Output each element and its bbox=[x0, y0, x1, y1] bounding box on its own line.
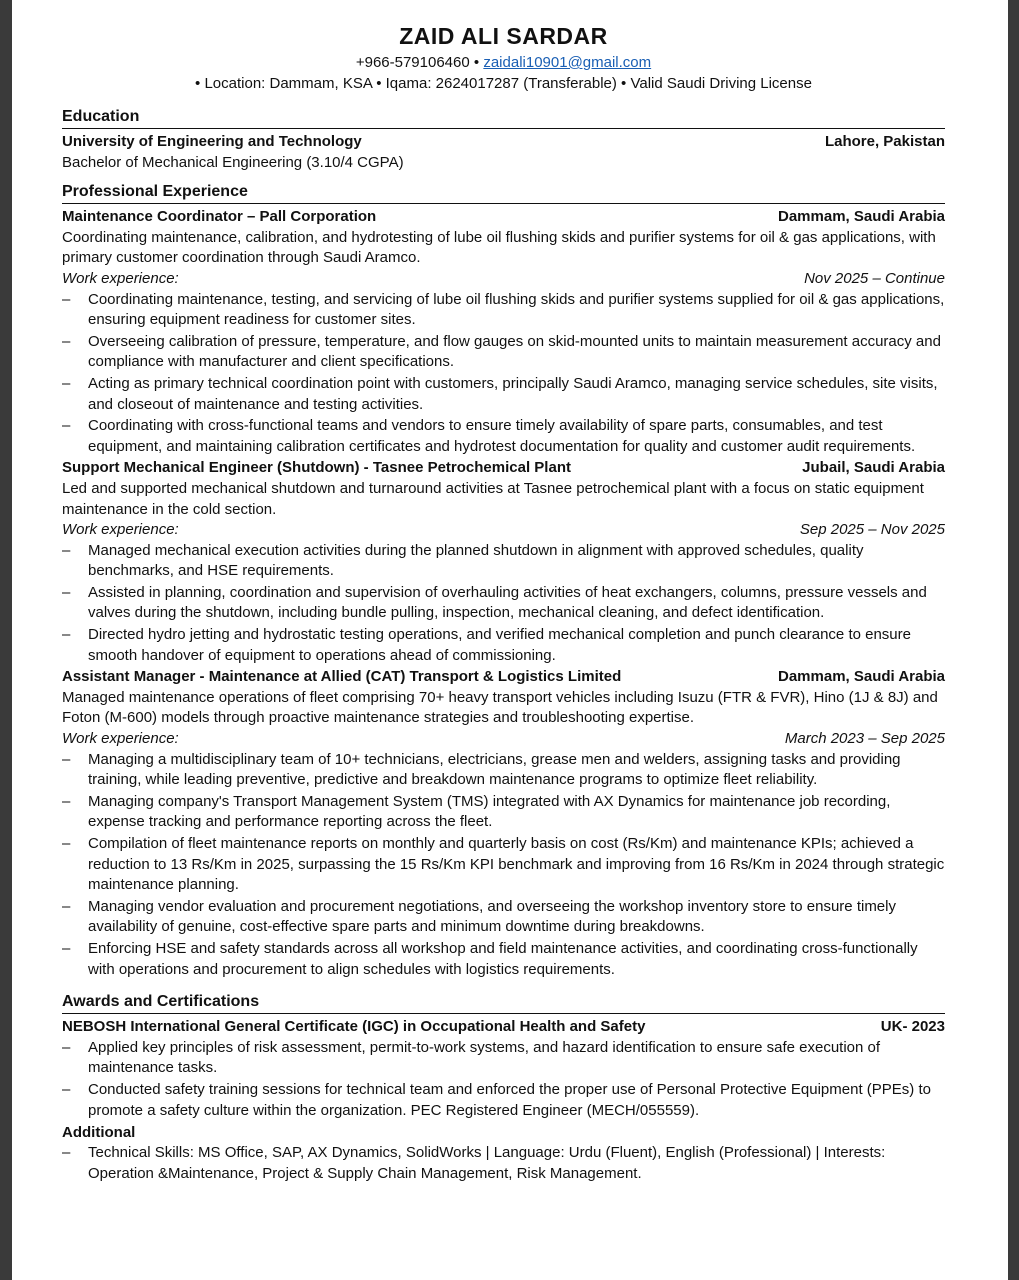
contact-line bbox=[62, 52, 945, 73]
bullet-text: Coordinating with cross-functional teams and vendors to ensure timely availability of spare parts, consumables, and test equipment, and maintaining calibration certificates and hydrotest documentation for quality and customer audit requirements. bbox=[88, 417, 916, 455]
bullet-dash: – bbox=[62, 541, 71, 559]
info-line: • Location: Dammam, KSA • Iqama: 2624017287 (Transferable) • Valid Saudi Driving License bbox=[195, 75, 812, 92]
list-item bbox=[62, 290, 945, 331]
job-header bbox=[62, 207, 945, 228]
bullet-text: Acting as primary technical coordination point with customers, principally Saudi Aramco, managing service schedules, site visits, and closeout of maintenance and testing activities. bbox=[88, 374, 938, 413]
bullet-text: Assisted in planning, coordination and supervision of overhauling activities of heat exchangers, columns, pressure vessels and valves during the shutdown, including bundle pulling, inspection, mechanical cleaning, and defect identification. bbox=[88, 583, 927, 622]
bullet-dash: – bbox=[62, 1080, 71, 1098]
degree: Bachelor of Mechanical Engineering (3.10/4 CGPA) bbox=[62, 153, 404, 171]
list-item bbox=[62, 1038, 945, 1079]
bullet-text: Managing company's Transport Management System (TMS) integrated with AX Dynamics for maintenance job recording, expense tracking and performance reporting across the fleet. bbox=[88, 792, 891, 831]
bullet-text: Conducted safety training sessions for technical team and enforced the proper use of Personal Protective Equipment (PPEs) to promote a safety culture within the organization. PEC Registered Engineer (MECH/055559). bbox=[88, 1080, 931, 1119]
bullet-dash: – bbox=[62, 1144, 71, 1162]
resume-content bbox=[62, 20, 945, 1185]
bullet-text: Enforcing HSE and safety standards across all workshop and field maintenance activities, and coordinating cross-functionally with operations and procurement to align schedules with logistics requirements. bbox=[88, 939, 918, 978]
job-summary: Led and supported mechanical shutdown and turnaround activities at Tasnee petrochemical plant with a focus on static equipment maintenance in the cold section. bbox=[62, 479, 924, 518]
job-dates: March 2023 – Sep 2025 bbox=[784, 730, 945, 748]
job-dates-row bbox=[62, 520, 945, 541]
school-location: Lahore, Pakistan bbox=[824, 133, 945, 150]
bullet-text: Directed hydro jetting and hydrostatic testing operations, and verified mechanical completion and punch clearance to ensure smooth handover of equipment to operations ahead of commissioning. bbox=[88, 626, 911, 664]
list-item bbox=[62, 541, 945, 582]
additional-bullets bbox=[62, 1143, 945, 1184]
list-item bbox=[62, 834, 945, 896]
bullet-dash: – bbox=[62, 332, 71, 350]
job-bullets bbox=[62, 750, 945, 981]
bullet-dash: – bbox=[62, 417, 71, 435]
job-location: Dammam, Saudi Arabia bbox=[778, 208, 945, 226]
job-entry bbox=[62, 458, 945, 666]
cert-bullets bbox=[62, 1038, 945, 1121]
bullet-dash: – bbox=[62, 750, 71, 768]
bullet-text: Managed mechanical execution activities during the planned shutdown in alignment with approved schedules, quality benchmarks, and HSE requirements. bbox=[88, 541, 864, 580]
list-item bbox=[62, 374, 945, 415]
bullet-text: Coordinating maintenance, testing, and servicing of lube oil flushing skids and purifier systems supplied for oil & gas applications, ensuring equipment readiness for customer sites. bbox=[88, 290, 945, 329]
page-edge-left bbox=[0, 0, 12, 1280]
bullet-dash: – bbox=[62, 374, 71, 392]
cert-name: NEBOSH International General Certificate (IGC) in Occupational Health and Safety bbox=[62, 1018, 646, 1036]
job-header bbox=[62, 667, 945, 688]
job-summary: Coordinating maintenance, calibration, and hydrotesting of lube oil flushing skids and purifier systems for oil & gas applications, with primary customer coordination through Saudi Aramco. bbox=[62, 228, 936, 267]
job-role: Assistant Manager - Maintenance at Allied (CAT) Transport & Logistics Limited bbox=[62, 668, 622, 686]
bullet-text: Technical Skills: MS Office, SAP, AX Dynamics, SolidWorks | Language: Urdu (Fluent), English (Professional) | Interests: Operation &Maintenance, Project & Supply Chain Management, Risk Management. bbox=[88, 1144, 886, 1182]
bullet-dash: – bbox=[62, 583, 71, 601]
list-item bbox=[62, 939, 945, 980]
education-row bbox=[62, 132, 945, 153]
bullet-dash: – bbox=[62, 939, 71, 957]
job-summary: Managed maintenance operations of fleet comprising 70+ heavy transport vehicles including Isuzu (FTR & FVR), Hino (1J & 8J) and Foton (M-600) models through proactive maintenance strategies and troubleshooting expertise. bbox=[62, 688, 938, 727]
job-entry bbox=[62, 667, 945, 980]
cert-meta: UK- 2023 bbox=[880, 1018, 945, 1036]
job-bullets bbox=[62, 541, 945, 667]
experience-heading: Professional Experience bbox=[62, 182, 945, 204]
school-name: University of Engineering and Technology bbox=[62, 133, 362, 150]
job-dates: Nov 2025 – Continue bbox=[804, 269, 945, 287]
job-role: Maintenance Coordinator – Pall Corporation bbox=[62, 208, 377, 226]
list-item bbox=[62, 792, 945, 833]
education-heading: Education bbox=[62, 107, 945, 129]
work-label: Work experience: bbox=[62, 730, 179, 748]
candidate-name: ZAID ALI SARDAR bbox=[399, 23, 608, 49]
job-header bbox=[62, 458, 945, 479]
page-edge-right bbox=[1008, 0, 1019, 1280]
job-dates-row bbox=[62, 269, 945, 290]
list-item bbox=[62, 897, 945, 938]
job-dates: Sep 2025 – Nov 2025 bbox=[799, 521, 945, 539]
bullet-dash: – bbox=[62, 835, 71, 852]
work-label: Work experience: bbox=[62, 521, 179, 539]
job-entry bbox=[62, 207, 945, 457]
bullet-text: Overseeing calibration of pressure, temperature, and flow gauges on skid-mounted units to maintain measurement accuracy and compliance with manufacturer and client specifications. bbox=[88, 332, 941, 371]
separator: • bbox=[473, 54, 480, 71]
work-label: Work experience: bbox=[62, 269, 179, 287]
bullet-text: Compilation of fleet maintenance reports on monthly and quarterly basis on cost (Rs/Km) and maintenance KPIs; achieved a reduction to 13 Rs/Km in 2025, surpassing the 15 Rs/Km KPI benchmark and improving from 16 Rs/Km in 2024 through strategic maintenance planning. bbox=[88, 835, 945, 894]
job-location: Dammam, Saudi Arabia bbox=[778, 668, 945, 686]
job-location: Jubail, Saudi Arabia bbox=[802, 459, 945, 477]
list-item bbox=[62, 416, 945, 457]
email-link[interactable]: zaidali10901@gmail.com bbox=[483, 54, 652, 71]
awards-heading: Awards and Certifications bbox=[62, 992, 945, 1014]
list-item bbox=[62, 1080, 945, 1121]
bullet-text: Managing vendor evaluation and procurement negotiations, and overseeing the workshop inventory store to ensure timely availability of genuine, cost-effective spare parts and minimum downtime during breakdowns. bbox=[88, 897, 896, 936]
list-item bbox=[62, 583, 945, 624]
bullet-dash: – bbox=[62, 626, 71, 644]
bullet-text: Applied key principles of risk assessment, permit-to-work systems, and hazard identification to ensure safe execution of maintenance tasks. bbox=[88, 1038, 881, 1077]
list-item bbox=[62, 332, 945, 373]
cert-row bbox=[62, 1017, 945, 1038]
resume-page bbox=[12, 0, 1008, 1280]
job-dates-row bbox=[62, 729, 945, 750]
bullet-dash: – bbox=[62, 1038, 71, 1056]
job-bullets bbox=[62, 290, 945, 458]
list-item bbox=[62, 625, 945, 666]
job-role: Support Mechanical Engineer (Shutdown) - Tasnee Petrochemical Plant bbox=[62, 459, 571, 477]
list-item bbox=[62, 1143, 945, 1184]
phone-number: +966-579106460 bbox=[355, 54, 470, 71]
additional-heading: Additional bbox=[62, 1124, 136, 1142]
bullet-dash: – bbox=[62, 290, 71, 308]
bullet-dash: – bbox=[62, 897, 71, 915]
bullet-dash: – bbox=[62, 792, 71, 810]
bullet-text: Managing a multidisciplinary team of 10+ technicians, electricians, grease men and welders, assigning tasks and providing training, while leading preventive, predictive and breakdown maintenance programs to optimize fleet reliability. bbox=[88, 750, 901, 789]
list-item bbox=[62, 750, 945, 791]
